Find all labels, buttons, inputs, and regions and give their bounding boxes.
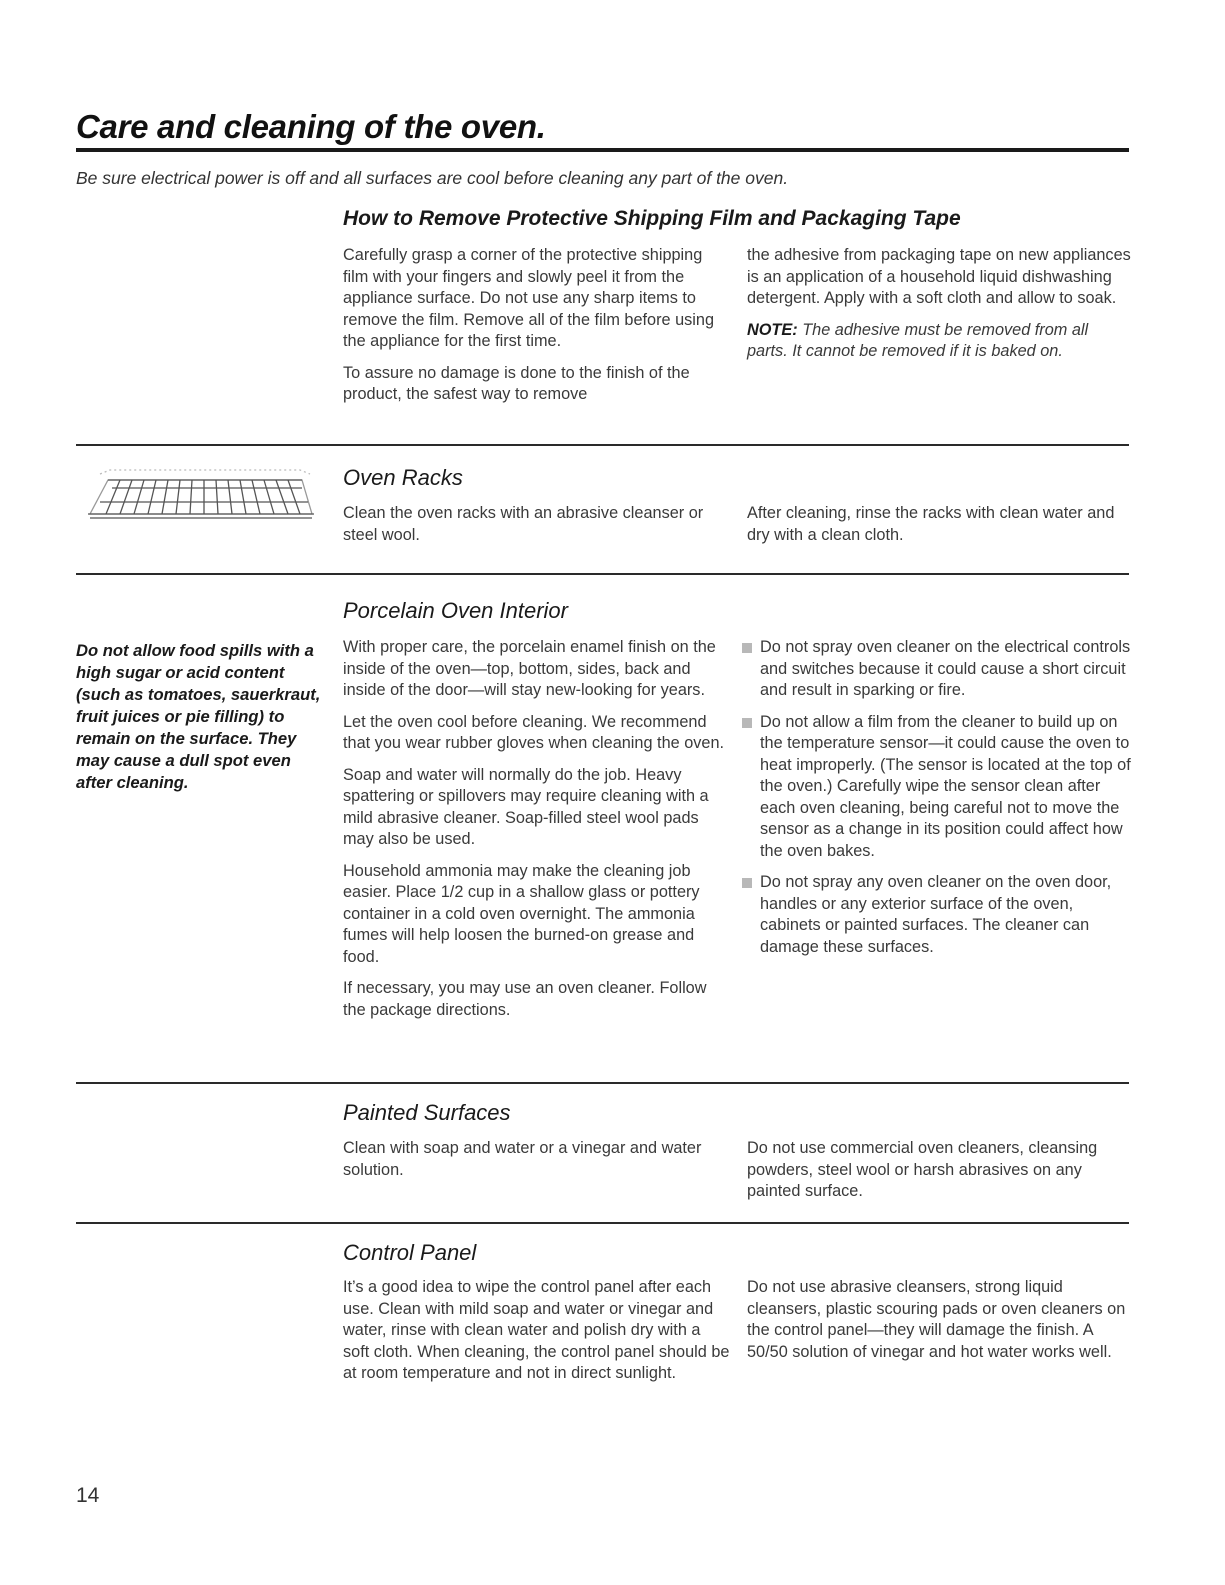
- section-title-porcelain: Porcelain Oven Interior: [343, 598, 568, 623]
- bullet-square-icon: [742, 878, 752, 888]
- porcelain-left-column: [343, 637, 731, 1031]
- shipping-film-note: [747, 320, 1133, 363]
- control-panel-paragraph: Do not use abrasive cleansers, strong liquid cleansers, plastic scouring pads or oven cleaners on the control panel—they will damage the finish. A 50/50 solution of vinegar and hot water works well.: [747, 1278, 1126, 1361]
- painted-paragraph: Clean with soap and water or a vinegar and water solution.: [343, 1139, 702, 1179]
- section-title-painted-surfaces: Painted Surfaces: [343, 1100, 511, 1125]
- painted-right-column: [747, 1138, 1133, 1213]
- oven-rack-icon: [80, 458, 325, 528]
- shipping-film-paragraph: To assure no damage is done to the finish of the product, the safest way to remove: [343, 363, 690, 403]
- note-text: The adhesive must be removed from all parts. It cannot be removed if it is baked on.: [747, 320, 1089, 360]
- painted-left-column: [343, 1138, 731, 1191]
- section-divider: [76, 1082, 1129, 1084]
- section-title-control-panel: Control Panel: [343, 1240, 477, 1265]
- note-label: NOTE:: [747, 320, 798, 339]
- porcelain-right-column: [742, 637, 1133, 968]
- bullet-text: Do not spray any oven cleaner on the oven door, handles or any exterior surface of the oven, cabinets or painted surfaces. The cleaner can damage these surfaces.: [760, 873, 1112, 956]
- porcelain-warning-sidebar: Do not allow food spills with a high sugar or acid content (such as tomatoes, sauerkraut, fruit juices or pie filling) to remain on the surface. They may cause a dull spot even after cleaning.: [76, 641, 321, 792]
- porcelain-paragraph: Household ammonia may make the cleaning job easier. Place 1/2 cup in a shallow glass or pottery container in a cold oven overnight. The ammonia fumes will help loosen the burned-on grease and food.: [343, 861, 700, 966]
- porcelain-paragraph: With proper care, the porcelain enamel finish on the inside of the oven—top, bottom, sides, back and inside of the door—will stay new-looking for years.: [343, 638, 716, 699]
- bullet-text: Do not spray oven cleaner on the electrical controls and switches because it could cause a short circuit and result in sparking or fire.: [760, 638, 1131, 699]
- oven-racks-right-column: [747, 503, 1133, 556]
- shipping-film-right-column: [747, 245, 1133, 373]
- shipping-film-left-column: [343, 245, 731, 416]
- painted-paragraph: Do not use commercial oven cleaners, cleansing powders, steel wool or harsh abrasives on any painted surface.: [747, 1139, 1098, 1200]
- oven-racks-left-column: [343, 503, 731, 556]
- page-subtitle: Be sure electrical power is off and all surfaces are cool before cleaning any part of the oven.: [76, 168, 789, 188]
- section-title-oven-racks: Oven Racks: [343, 465, 463, 490]
- control-panel-left-column: [343, 1277, 731, 1395]
- control-panel-right-column: [747, 1277, 1133, 1373]
- oven-racks-paragraph: Clean the oven racks with an abrasive cleanser or steel wool.: [343, 504, 704, 544]
- oven-racks-paragraph: After cleaning, rinse the racks with clean water and dry with a clean cloth.: [747, 504, 1115, 544]
- control-panel-paragraph: It’s a good idea to wipe the control panel after each use. Clean with mild soap and water or vinegar and water, rinse with clean water and polish dry with a soft cloth. When cleaning, the control panel should be at room temperature and not in direct sunlight.: [343, 1278, 730, 1382]
- bullet-square-icon: [742, 643, 752, 653]
- section-divider: [76, 444, 1129, 446]
- shipping-film-paragraph: Carefully grasp a corner of the protective shipping film with your fingers and slowly peel it from the appliance surface. Do not use any sharp items to remove the film. Remove all of the film before using the appliance for the first time.: [343, 246, 715, 350]
- shipping-film-paragraph: the adhesive from packaging tape on new appliances is an application of a household liquid dishwashing detergent. Apply with a soft cloth and allow to soak.: [747, 246, 1131, 307]
- porcelain-paragraph: Let the oven cool before cleaning. We recommend that you wear rubber gloves when cleaning the oven.: [343, 712, 725, 752]
- bullet-item: [742, 872, 1133, 958]
- title-rule: [76, 148, 1129, 152]
- bullet-item: [742, 637, 1133, 702]
- bullet-item: [742, 712, 1133, 863]
- section-divider: [76, 573, 1129, 575]
- bullet-text: Do not allow a film from the cleaner to build up on the temperature sensor—it could cause the oven to heat improperly. (The sensor is located at the top of the oven.) Carefully wipe the sensor clean after each oven cleaning, being careful not to move the sensor as a change in its position could affect how the oven bakes.: [760, 712, 1131, 860]
- page-number: 14: [76, 1484, 100, 1507]
- page-title: Care and cleaning of the oven.: [76, 108, 546, 145]
- bullet-square-icon: [742, 718, 752, 728]
- section-title-shipping-film: How to Remove Protective Shipping Film and Packaging Tape: [343, 207, 961, 230]
- porcelain-paragraph: If necessary, you may use an oven cleaner. Follow the package directions.: [343, 979, 707, 1019]
- section-divider: [76, 1222, 1129, 1224]
- porcelain-paragraph: Soap and water will normally do the job. Heavy spattering or spillovers may require cleaning with a mild abrasive cleaner. Soap-filled steel wool pads may also be used.: [343, 765, 709, 848]
